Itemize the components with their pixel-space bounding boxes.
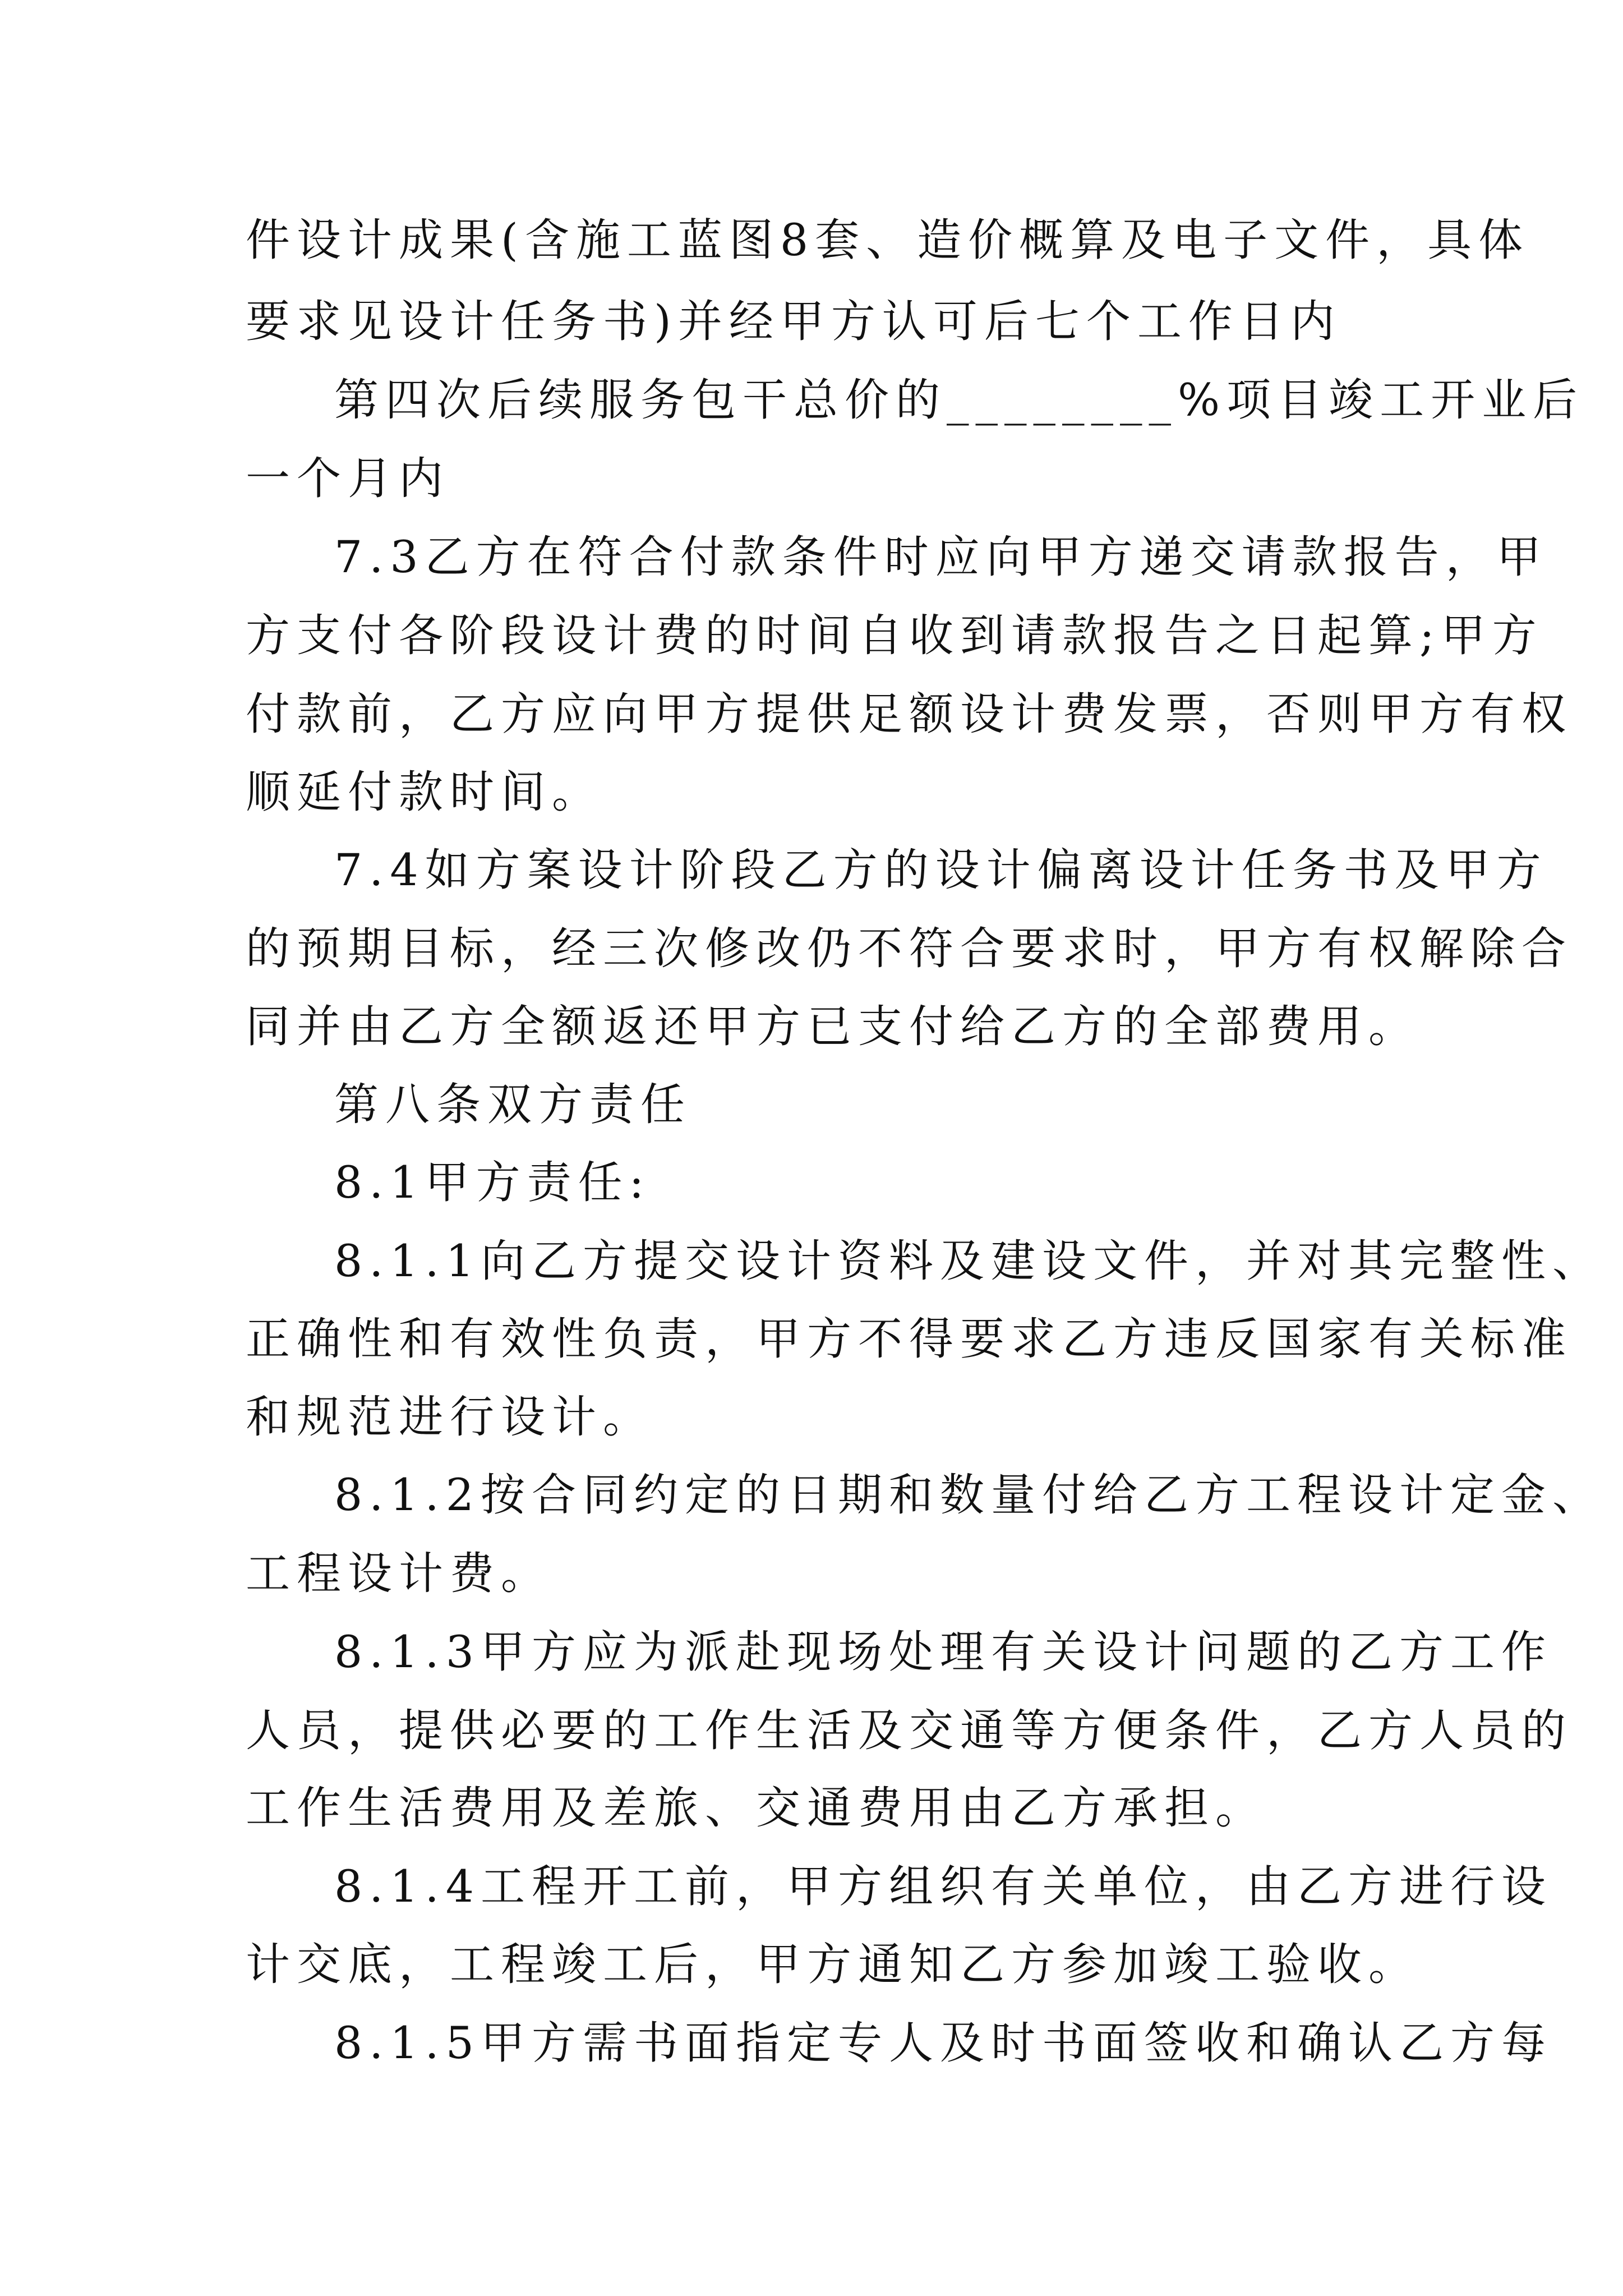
text-line-16: 和规范进行设计。 <box>246 1391 654 1443</box>
text-line-6: 方支付各阶段设计费的时间自收到请款报告之日起算;甲方 <box>246 610 1543 661</box>
text-line-9: 7.4如方案设计阶段乙方的设计偏离设计任务书及甲方 <box>334 844 1548 896</box>
text-line-1: 件设计成果(含施工蓝图8套、造价概算及电子文件，具体 <box>246 214 1530 266</box>
text-line-2: 要求见设计任务书)并经甲方认可后七个工作日内 <box>246 296 1341 347</box>
text-line-24: 8.1.5甲方需书面指定专人及时书面签收和确认乙方每 <box>334 2017 1553 2069</box>
text-line-21: 工作生活费用及差旅、交通费用由乙方承担。 <box>246 1782 1266 1834</box>
text-line-23: 计交底，工程竣工后，甲方通知乙方参加竣工验收。 <box>246 1939 1419 1990</box>
text-line-22: 8.1.4工程开工前，甲方组织有关单位，由乙方进行设 <box>334 1861 1553 1912</box>
text-line-7: 付款前，乙方应向甲方提供足额设计费发票，否则甲方有权 <box>246 688 1573 740</box>
text-line-12: 第八条双方责任 <box>334 1079 691 1130</box>
text-line-8: 顺延付款时间。 <box>246 766 603 818</box>
text-line-18: 工程设计费。 <box>246 1548 552 1599</box>
text-line-17: 8.1.2按合同约定的日期和数量付给乙方工程设计定金、 <box>334 1469 1604 1521</box>
text-line-4: 一个月内 <box>246 453 450 504</box>
text-line-10: 的预期目标，经三次修改仍不符合要求时，甲方有权解除合 <box>246 923 1573 974</box>
text-line-14: 8.1.1向乙方提交设计资料及建设文件，并对其完整性、 <box>334 1235 1604 1287</box>
text-line-15: 正确性和有效性负责，甲方不得要求乙方违反国家有关标准 <box>246 1313 1573 1365</box>
text-line-3: 第四次后续服务包干总价的________%项目竣工开业后 <box>334 374 1584 426</box>
text-line-19: 8.1.3甲方应为派赴现场处理有关设计问题的乙方工作 <box>334 1626 1553 1678</box>
text-line-11: 同并由乙方全额返还甲方已支付给乙方的全部费用。 <box>246 1001 1419 1052</box>
text-line-13: 8.1甲方责任: <box>334 1157 651 1208</box>
text-line-20: 人员，提供必要的工作生活及交通等方便条件，乙方人员的 <box>246 1705 1573 1756</box>
text-line-5: 7.3乙方在符合付款条件时应向甲方递交请款报告，甲 <box>334 531 1548 583</box>
